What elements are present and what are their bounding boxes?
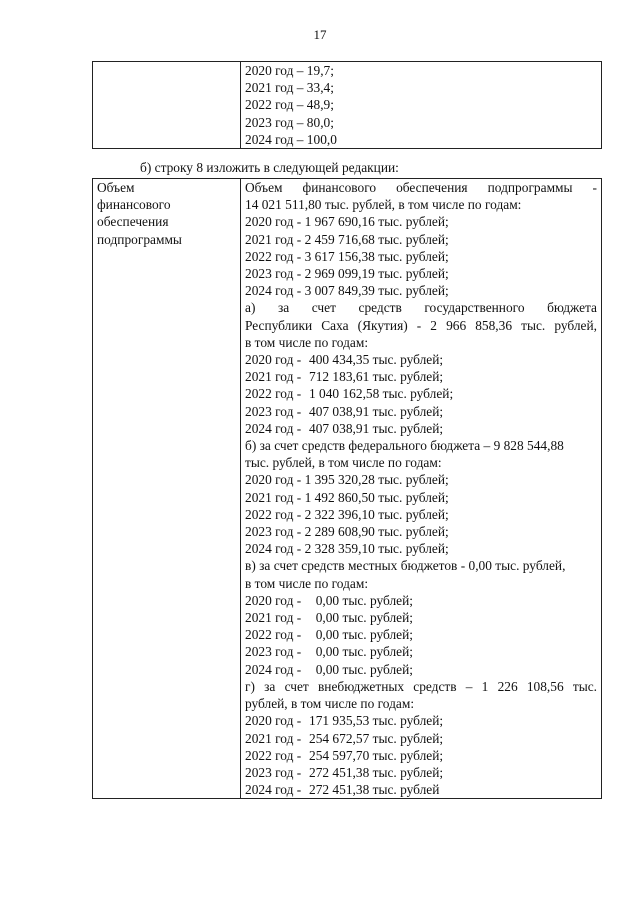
section-b-line: тыс. рублей, в том числе по годам: [245, 455, 442, 471]
total-by-year: 2022 год - 3 617 156,38 тыс. рублей; [245, 248, 449, 264]
section-a-line: Республики Саха (Якутия) - 2 966 858,36 тыс. рублей, [245, 317, 597, 333]
list-item: 2020 год – 19,7; [245, 63, 334, 78]
section-c-row: 2020 год - 0,00 тыс. рублей; [245, 592, 413, 608]
instruction-text: б) строку 8 изложить в следующей редакции: [140, 160, 399, 175]
table1-right-cell [241, 62, 602, 149]
section-b-row: 2022 год - 2 322 396,10 тыс. рублей; [245, 506, 449, 522]
list-item: 2023 год – 80,0; [245, 114, 334, 130]
section-b-row: 2024 год - 2 328 359,10 тыс. рублей; [245, 541, 449, 557]
row-label-line: подпрограммы [97, 231, 182, 247]
section-a-row: 2024 год - 407 038,91 тыс. рублей; [245, 420, 444, 436]
section-b-row: 2020 год - 1 395 320,28 тыс. рублей; [245, 472, 449, 488]
list-item: 2024 год – 100,0 [245, 131, 337, 147]
section-c-row: 2021 год - 0,00 тыс. рублей; [245, 610, 413, 626]
row-label-line: Объем [97, 180, 135, 195]
section-c-line: в том числе по годам: [245, 575, 369, 591]
section-d-row: 2024 год - 272 451,38 тыс. рублей [245, 782, 440, 798]
intro-line: 14 021 511,80 тыс. рублей, в том числе по годам: [245, 197, 522, 213]
total-by-year: 2021 год - 2 459 716,68 тыс. рублей; [245, 231, 449, 247]
section-a-row: 2022 год - 1 040 162,58 тыс. рублей; [245, 386, 454, 402]
total-by-year: 2024 год - 3 007 849,39 тыс. рублей; [245, 283, 449, 299]
row-label-line: финансового [97, 197, 171, 213]
section-c-row: 2022 год - 0,00 тыс. рублей; [245, 627, 413, 643]
row-label-cell [93, 179, 241, 799]
row-label-line: обеспечения [97, 214, 169, 230]
list-item: 2021 год – 33,4; [245, 80, 334, 96]
table-row [93, 62, 602, 149]
section-c-line: в) за счет средств местных бюджетов - 0,00 тыс. рублей, [245, 558, 566, 574]
section-b-line: б) за счет средств федерального бюджета – 9 828 544,88 [245, 438, 564, 454]
section-a-row: 2020 год - 400 434,35 тыс. рублей; [245, 352, 444, 368]
section-d-line: г) за счет внебюджетных средств – 1 226 108,56 тыс. [245, 678, 597, 694]
section-a-row: 2023 год - 407 038,91 тыс. рублей; [245, 403, 444, 419]
section-a-line: в том числе по годам: [245, 334, 369, 350]
section-c-row: 2024 год - 0,00 тыс. рублей; [245, 661, 413, 677]
funding-table [92, 178, 602, 799]
list-item: 2022 год – 48,9; [245, 97, 334, 113]
section-d-row: 2021 год - 254 672,57 тыс. рублей; [245, 730, 444, 746]
section-d-row: 2020 год - 171 935,53 тыс. рублей; [245, 713, 444, 729]
section-a-row: 2021 год - 712 183,61 тыс. рублей; [245, 369, 444, 385]
table-row [93, 179, 602, 799]
section-d-line: рублей, в том числе по годам: [245, 696, 415, 712]
section-b-row: 2021 год - 1 492 860,50 тыс. рублей; [245, 489, 449, 505]
section-c-row: 2023 год - 0,00 тыс. рублей; [245, 644, 413, 660]
funding-details-cell [241, 179, 602, 799]
page-number: 17 [313, 27, 327, 42]
total-by-year: 2020 год - 1 967 690,16 тыс. рублей; [245, 214, 449, 230]
total-by-year: 2023 год - 2 969 099,19 тыс. рублей; [245, 266, 449, 282]
section-b-row: 2023 год - 2 289 608,90 тыс. рублей; [245, 524, 449, 540]
section-d-row: 2023 год - 272 451,38 тыс. рублей; [245, 764, 444, 780]
section-a-line: а) за счет средств государственного бюджета [245, 300, 597, 316]
table1-left-cell [93, 62, 241, 149]
indicator-table-continuation [92, 61, 602, 149]
intro-line: Объем финансового обеспечения подпрограммы - [245, 180, 597, 195]
section-d-row: 2022 год - 254 597,70 тыс. рублей; [245, 747, 444, 763]
